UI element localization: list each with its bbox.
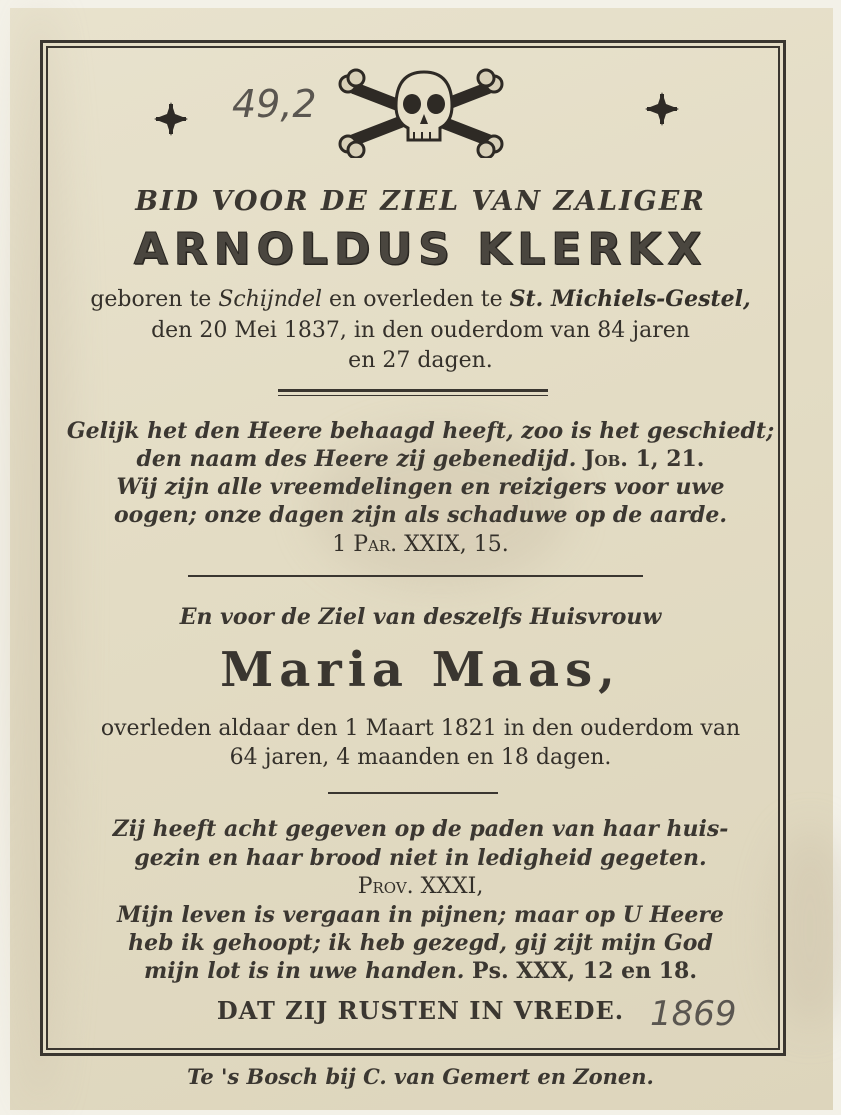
divider <box>328 792 498 794</box>
verse2-ref: Prov. XXXI, <box>357 874 484 899</box>
deceased-name-1: ARNOLDUS KLERKX <box>133 224 708 275</box>
skull-and-crossbones-icon <box>336 66 506 158</box>
verse2-line5 <box>0 958 841 984</box>
verse2-line4: heb ik gehoopt; ik heb gezegd, gij zijt mijn God <box>128 930 713 956</box>
verse2-line3: Mijn leven is vergaan in pijnen; maar op U Heere <box>117 902 724 928</box>
handwritten-number-bottom: 1869 <box>650 994 737 1034</box>
person2-age: 64 jaren, 4 maanden en 18 dagen. <box>229 745 612 770</box>
verse1-ref: 1 Par. XXIX, 15. <box>332 532 509 557</box>
verse1-line3: Wij zijn alle vreemdelingen en reizigers voor uwe <box>116 474 725 500</box>
person1-birth-death <box>0 286 841 312</box>
text: den naam des Heere zij gebenedijd. <box>136 446 577 472</box>
verse2-line2: gezin en haar brood niet in ledigheid gegeten. <box>134 845 707 871</box>
handwritten-number-top: 49,2 <box>232 82 317 126</box>
person1-days: en 27 dagen. <box>348 348 493 373</box>
scripture-ref: Ps. XXX, 12 en 18. <box>472 958 698 984</box>
person1-date-age: den 20 Mei 1837, in den ouderdom van 84 jaren <box>151 318 690 343</box>
printer-imprint: Te 's Bosch bij C. van Gemert en Zonen. <box>187 1064 654 1089</box>
cross-icon <box>643 90 681 128</box>
scripture-ref: Job. 1, 21. <box>584 446 705 472</box>
cross-icon <box>152 100 190 138</box>
divider <box>278 395 548 396</box>
deathplace: St. Michiels-Gestel, <box>509 286 751 312</box>
text: geboren te <box>90 287 219 312</box>
text: mijn lot is in uwe handen. <box>143 958 465 984</box>
closing-text: DAT ZIJ RUSTEN IN VREDE. <box>216 996 625 1025</box>
heading: BID VOOR DE ZIEL VAN ZALIGER <box>135 186 706 217</box>
divider <box>278 389 548 392</box>
person2-intro: En voor de Ziel van deszelfs Huisvrouw <box>179 604 662 630</box>
person2-death: overleden aldaar den 1 Maart 1821 in den ouderdom van <box>100 716 741 741</box>
birthplace: Schijndel <box>218 287 323 312</box>
verse1-line1: Gelijk het den Heere behaagd heeft, zoo is het geschiedt; <box>66 418 775 444</box>
text: en overleden te <box>322 287 510 312</box>
divider <box>188 575 643 577</box>
deceased-name-2: Maria Maas, <box>220 642 621 698</box>
verse1-line4: oogen; onze dagen zijn als schaduwe op de aarde. <box>113 502 727 528</box>
verse1-line2 <box>0 446 841 472</box>
verse2-line1: Zij heeft acht gegeven op de paden van haar huis- <box>112 816 729 842</box>
